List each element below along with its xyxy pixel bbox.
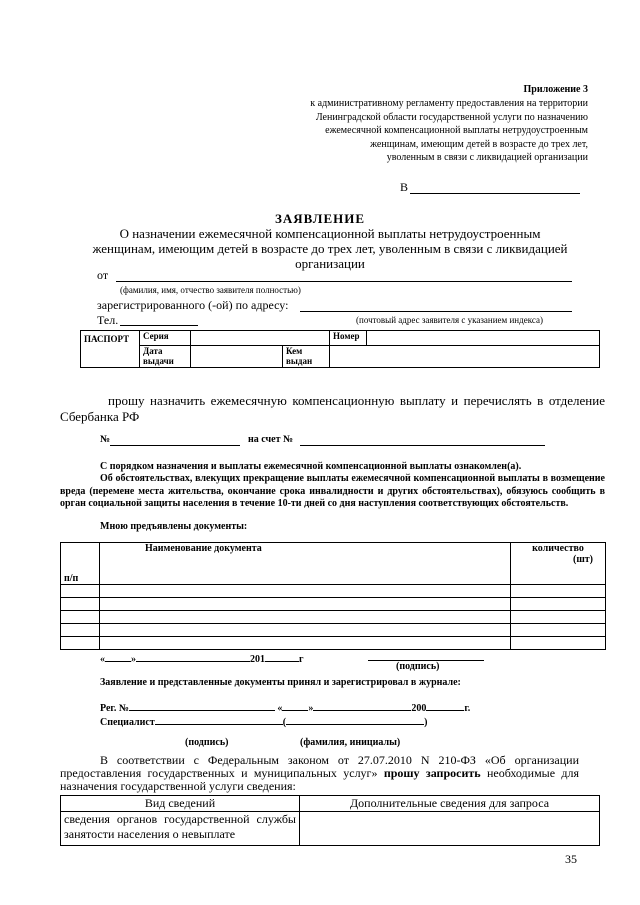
reg-quote-open: «: [277, 703, 283, 714]
received-text: Заявление и представленные документы принял и зарегистрировал в журнале:: [100, 677, 461, 688]
specialist-signature-hint: (подпись): [185, 737, 229, 748]
reg-number-field[interactable]: [129, 699, 275, 711]
reg-year-suffix: г.: [464, 703, 471, 714]
account-branch-line[interactable]: [110, 445, 240, 446]
appendix-line: женщинам, имеющим детей в возрасте до трех лет,: [370, 138, 588, 150]
document-heading: ЗАЯВЛЕНИЕ: [274, 211, 366, 226]
passport-number-label: Номер: [330, 331, 367, 346]
account-number-line[interactable]: [300, 445, 545, 446]
col-qty-header-line2: (шт): [572, 554, 593, 565]
reg-quote-close: »: [308, 703, 314, 714]
year-suffix: г: [299, 654, 304, 665]
documents-table: [60, 542, 606, 650]
passport-label: ПАСПОРТ: [81, 331, 140, 368]
specialist-name-field[interactable]: [286, 713, 424, 725]
law-text-pre: В соответствии с Федеральным законом от 27.07.2010 N 210-ФЗ «Об организации предоставления государственных и муниципальных услуг»: [60, 753, 579, 780]
info-col2-header: Дополнительные сведения для запроса: [300, 796, 600, 812]
document-subheading: [60, 226, 600, 271]
info-request-table: [60, 795, 600, 846]
appendix-line: ежемесячной компенсационной выплаты нетрудоустроенным: [325, 125, 588, 136]
passport-issue-date-label: Дата выдачи: [140, 346, 191, 368]
info-row-type: сведения органов государственной службы занятости населения о невыплате: [61, 812, 300, 846]
appendix-line: к административному регламенту предоставления на территории: [310, 98, 588, 109]
passport-issued-by-label: Кем выдан: [283, 346, 330, 368]
day-field[interactable]: [105, 650, 131, 662]
from-label: от: [97, 268, 109, 282]
specialist-row: [100, 713, 427, 728]
table-row[interactable]: [61, 637, 606, 650]
reg-day-field[interactable]: [282, 699, 308, 711]
passport-number-field[interactable]: [367, 331, 600, 346]
year-field[interactable]: [265, 650, 299, 662]
appendix-title: Приложение 3: [523, 84, 588, 95]
info-col1-header: Вид сведений: [61, 796, 300, 812]
address-hint: (почтовый адрес заявителя с указанием индекса): [356, 315, 543, 325]
signature-date-row: [100, 650, 304, 665]
specialist-paren-close: ): [424, 717, 428, 728]
reg-row: [100, 699, 470, 714]
passport-series-field[interactable]: [191, 331, 330, 346]
year-prefix: 201: [250, 654, 265, 665]
subheading-line: О назначении ежемесячной компенсационной выплаты нетрудоустроенным: [119, 226, 541, 241]
specialist-name-hint: (фамилия, инициалы): [300, 737, 401, 748]
addressee-line[interactable]: [410, 193, 580, 194]
quote-open: «: [100, 654, 105, 665]
from-hint: (фамилия, имя, отчество заявителя полностью): [120, 285, 301, 295]
law-text: [60, 754, 579, 793]
table-row[interactable]: [61, 624, 606, 637]
passport-series-label: Серия: [140, 331, 191, 346]
col-qty-header-line1: количество: [532, 543, 584, 554]
passport-table: [80, 330, 600, 368]
page-number: 35: [565, 852, 577, 866]
account-to-label: на счет №: [248, 434, 294, 445]
specialist-paren-open: (: [282, 717, 287, 728]
subheading-line: женщинам, имеющим детей в возрасте до трех лет, уволенным в связи с ликвидацией: [92, 241, 568, 256]
appendix-line: уволенным в связи с ликвидацией организации: [386, 152, 588, 163]
table-row[interactable]: [61, 585, 606, 598]
appendix-text: [250, 97, 588, 165]
phone-line[interactable]: [120, 325, 198, 326]
table-row[interactable]: [61, 611, 606, 624]
acknowledgement-text: С порядком назначения и выплаты ежемесячной компенсационной выплаты ознакомлен(а).: [100, 461, 522, 472]
subheading-line: организации: [295, 256, 365, 271]
passport-issued-by-field[interactable]: [330, 346, 600, 368]
obligation-text: Об обстоятельствах, влекущих прекращение выплаты ежемесячной компенсационной выплаты в возмещение вреда (перемене места жительства, окончание срока инвалидности и других обстоятельствах), обязуюсь сообщить в орган социальной защиты населения в течение 10-ти дней со дня наступления соответствующих обстоятельств.: [60, 473, 605, 509]
month-field[interactable]: [136, 650, 250, 662]
reg-label: Рег. №: [100, 703, 129, 714]
table-row[interactable]: [61, 598, 606, 611]
info-row-extra[interactable]: [300, 812, 600, 846]
col-qty-header: [511, 543, 606, 585]
reg-year-prefix: 200: [411, 703, 427, 714]
col-num-header: п/п: [61, 543, 100, 585]
request-text: прошу назначить ежемесячную компенсационную выплату и перечислять в отделение Сбербанка РФ: [60, 393, 605, 424]
law-text-request: прошу запросить: [383, 766, 481, 780]
table-row[interactable]: [61, 812, 600, 846]
signature-hint: (подпись): [396, 661, 440, 672]
documents-label: Мною предъявлены документы:: [100, 521, 248, 532]
reg-year-field[interactable]: [426, 699, 464, 711]
appendix-line: Ленинградской области государственной услуги по назначению: [315, 111, 588, 123]
from-line[interactable]: [116, 281, 572, 282]
address-line[interactable]: [300, 311, 572, 312]
addressee-prefix: В: [400, 180, 409, 194]
account-no-label: №: [100, 434, 111, 445]
specialist-label: Специалист: [100, 717, 155, 728]
law-text-post: необходимые для назначения государственной услуги сведения:: [60, 766, 580, 793]
passport-issue-date-field[interactable]: [191, 346, 283, 368]
quote-close: »: [131, 654, 136, 665]
col-name-header: Наименование документа: [100, 543, 511, 585]
reg-month-field[interactable]: [313, 699, 411, 711]
registered-label: зарегистрированного (-ой) по адресу:: [97, 298, 289, 312]
phone-label: Тел.: [97, 313, 119, 327]
specialist-signature-field[interactable]: [155, 713, 283, 725]
